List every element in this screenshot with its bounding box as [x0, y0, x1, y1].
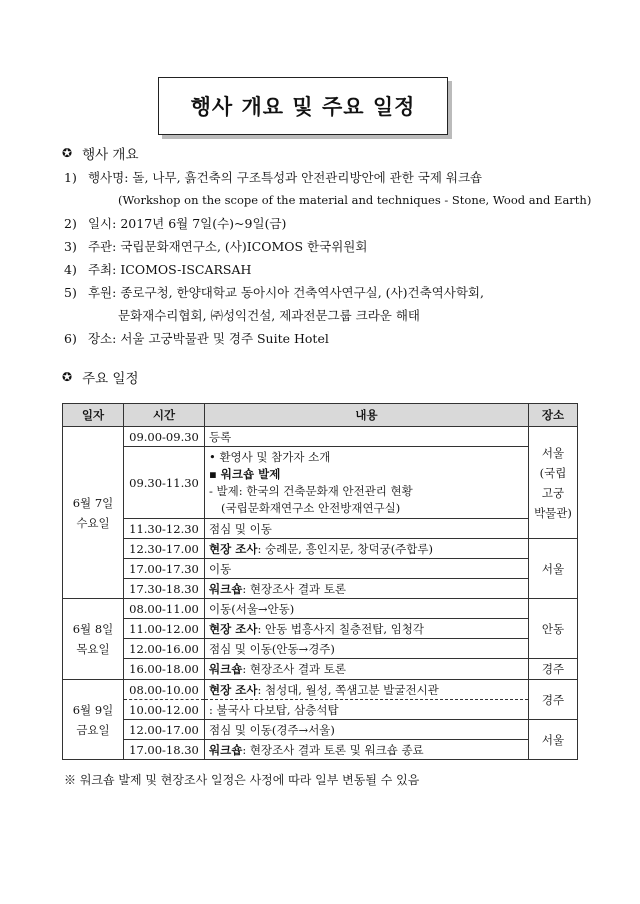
table-row: 10.00-12.00 : 불국사 다보탑, 삼층석탑: [63, 700, 578, 720]
table-row: 11.30-12.30 점심 및 이동: [63, 519, 578, 539]
schedule-heading-text: 주요 일정: [82, 371, 139, 387]
header-place: 장소: [529, 404, 578, 427]
table-row: 12.00-17.00 점심 및 이동(경주→서울) 서울: [63, 720, 578, 740]
table-row: 17.30-18.30 워크숍: 현장조사 결과 토론: [63, 579, 578, 599]
footnote: ※ 워크숍 발제 및 현장조사 일정은 사정에 따라 일부 변동될 수 있음: [64, 773, 420, 787]
header-time: 시간: [124, 404, 205, 427]
table-row: 17.00-18.30 워크숍: 현장조사 결과 토론 및 워크숍 종료: [63, 740, 578, 760]
schedule-heading: [62, 367, 139, 387]
title-box: [158, 77, 448, 135]
table-row: 6월 7일 수요일 09.00-09.30 등록 서울 (국립 고궁 박물관): [63, 427, 578, 447]
table-row: 12.00-16.00 점심 및 이동(안동→경주): [63, 639, 578, 659]
overview-item: 2) 일시: 2017년 6월 7일(수)~9일(금): [64, 216, 287, 231]
overview-item: 3) 주관: 국립문화재연구소, (사)ICOMOS 한국위원회: [64, 239, 368, 254]
schedule-table: [62, 403, 578, 760]
table-row: 12.30-17.00 현장 조사: 숭례문, 흥인지문, 창덕궁(주합루) 서울: [63, 539, 578, 559]
workshop-session-cell: • 환영사 및 참가자 소개 ▪ 워크숍 발제 - 발제: 한국의 건축문화재 안전관리 현황 (국립문화재연구소 안전방재연구실): [205, 447, 529, 519]
overview-heading: [62, 143, 139, 163]
overview-item: 1) 행사명: 돌, 나무, 흙건축의 구조특성과 안전관리방안에 관한 국제 워크숍: [64, 170, 483, 185]
place-cell: 안동: [529, 599, 578, 659]
date-cell: 6월 7일 수요일: [63, 427, 124, 599]
header-date: 일자: [63, 404, 124, 427]
overview-list: [64, 166, 624, 350]
overview-item: 4) 주최: ICOMOS-ISCARSAH: [64, 262, 252, 277]
place-cell: 서울 (국립 고궁 박물관): [529, 427, 578, 539]
table-row: 17.00-17.30 이동: [63, 559, 578, 579]
date-cell: 6월 8일 목요일: [63, 599, 124, 680]
place-cell: 서울: [529, 720, 578, 760]
overview-heading-text: 행사 개요: [82, 147, 139, 163]
overview-item: 5) 후원: 종로구청, 한양대학교 동아시아 건축역사연구실, (사)건축역사학회,: [64, 285, 484, 300]
flower-bullet-icon: ✪: [62, 146, 73, 160]
table-row: 6월 9일 금요일 08.00-10.00 현장 조사: 첨성대, 월성, 쪽샘고분 발굴전시관 경주: [63, 680, 578, 700]
place-cell: 경주: [529, 680, 578, 720]
date-cell: 6월 9일 금요일: [63, 680, 124, 760]
place-cell: 서울: [529, 539, 578, 599]
table-header-row: [63, 404, 578, 427]
flower-bullet-icon: ✪: [62, 370, 73, 384]
overview-item: 6) 장소: 서울 고궁박물관 및 경주 Suite Hotel: [64, 331, 329, 346]
table-row: 11.00-12.00 현장 조사: 안동 법흥사지 칠층전탑, 임청각: [63, 619, 578, 639]
table-row: 09.30-11.30 • 환영사 및 참가자 소개 ▪ 워크숍 발제 - 발제: 한국의 건축문화재 안전관리 현황 (국립문화재연구소 안전방재연구실): [63, 447, 578, 519]
overview-item-subtitle: (Workshop on the scope of the material and techniques - Stone, Wood and Earth): [118, 193, 592, 207]
place-cell: 경주: [529, 659, 578, 680]
header-content: 내용: [205, 404, 529, 427]
table-row: 6월 8일 목요일 08.00-11.00 이동(서울→안동) 안동: [63, 599, 578, 619]
overview-item-continuation: 문화재수리협회, ㈜성익건설, 제과전문그룹 크라운 해태: [118, 308, 420, 323]
page-title: 행사 개요 및 주요 일정: [190, 95, 416, 119]
table-row: 16.00-18.00 워크숍: 현장조사 결과 토론 경주: [63, 659, 578, 680]
